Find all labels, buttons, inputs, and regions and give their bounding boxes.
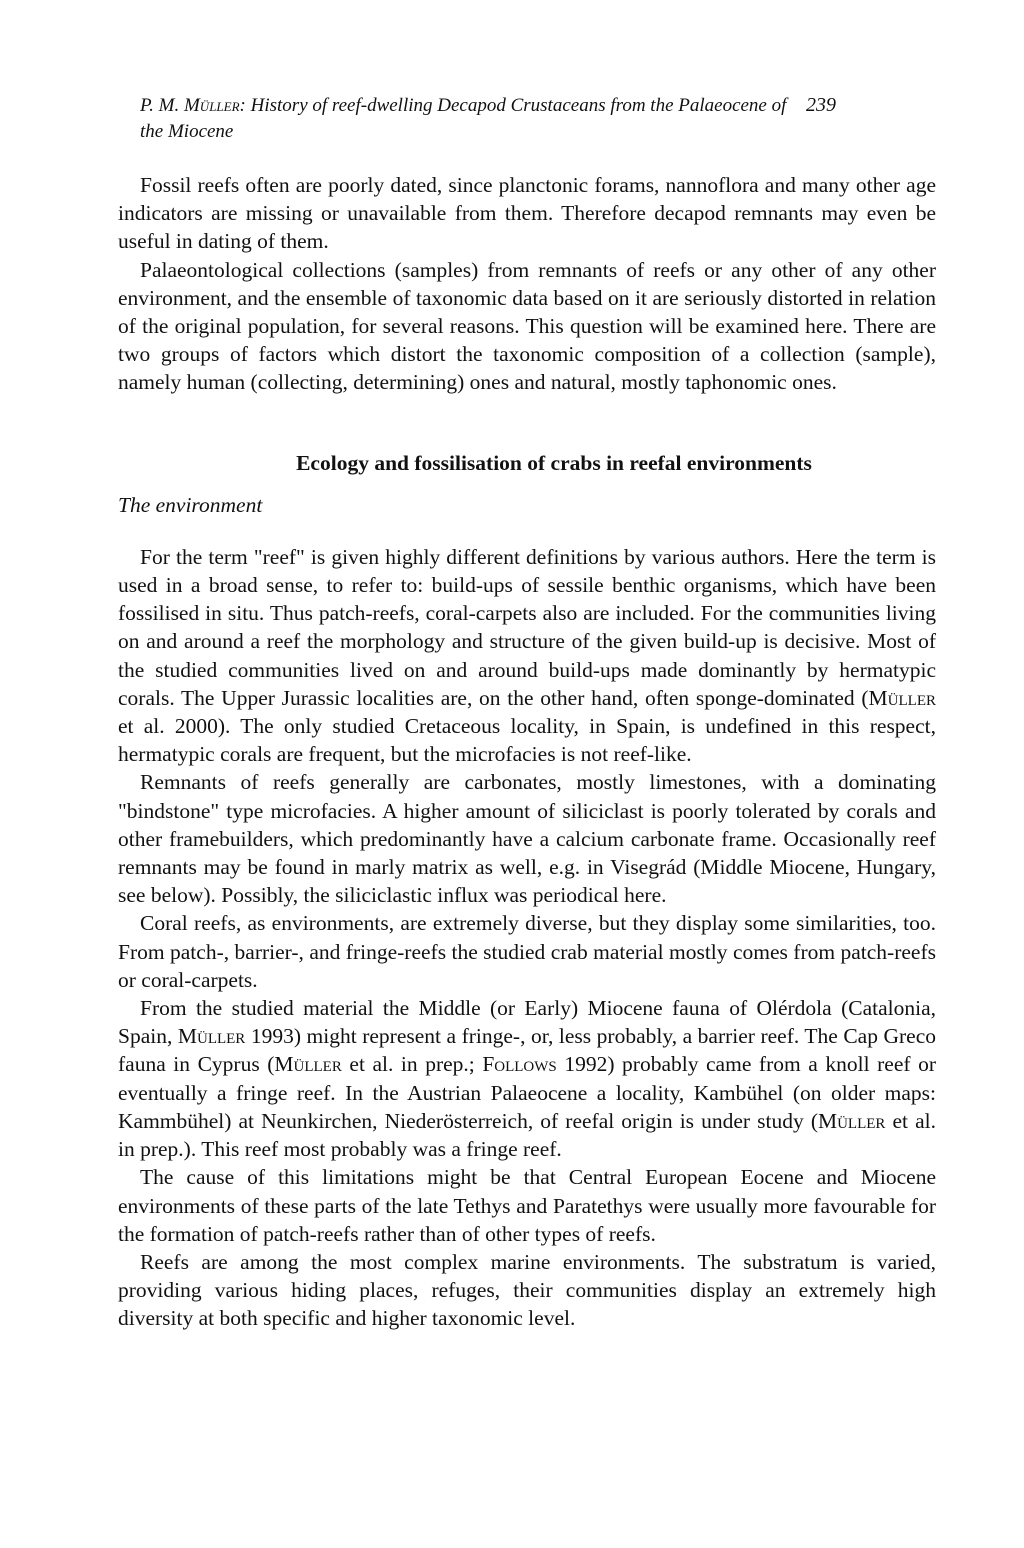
running-head: [140, 92, 836, 145]
citation-author: Müller: [177, 1024, 246, 1049]
running-head-title: History of reef-dwelling Decapod Crustaceans from the Palaeocene of the Miocene: [140, 95, 787, 142]
running-head-text: [140, 93, 806, 145]
body-paragraph-2: Remnants of reefs generally are carbonates, mostly limestones, with a dominating "bindstone" type microfacies. A higher amount of siliciclast is poorly tolerated by corals and other framebuilders, which predominantly have a calcium carbonate frame. Occasionally reef remnants may be found in marly matrix as well, e.g. in Visegrád (Middle Miocene, Hungary, see below). Possibly, the siliciclastic influx was periodical here.: [118, 770, 936, 908]
citation-author: Müller: [868, 685, 936, 710]
page-number: 239: [806, 94, 836, 116]
intro-paragraph-2: Palaeontological collections (samples) from remnants of reefs or any other of any other environment, and the ensemble of taxonomic data based on it are seriously distorted in relation of the original population, for several reasons. This question will be examined here. There are two groups of factors which distort the taxonomic composition of a collection (sample), namely human (collecting, determining) ones and natural, mostly taphonomic ones.: [118, 257, 936, 395]
text-run: et al. in prep.). This reef most probably was a fringe reef.: [118, 1108, 936, 1162]
text-run: From the studied material the Middle (or Early) Miocene fauna of Olérdola (Catalonia, Spain,: [118, 996, 936, 1049]
intro-paragraph-1: Fossil reefs often are poorly dated, since planctonic forams, nannoflora and many other age indicators are missing or unavailable from them. Therefore decapod remnants may even be useful in dating of them.: [118, 173, 936, 254]
running-head-author: P. M. Müller:: [140, 95, 246, 116]
body-paragraph-5: The cause of this limitations might be that Central European Eocene and Miocene environments of these parts of the late Tethys and Paratethys were usually more favourable for the formation of patch-reefs rather than of other types of reefs.: [118, 1165, 936, 1246]
text-run: et al. 2000). The only studied Cretaceous locality, in Spain, is undefined in this respect, hermatypic corals are frequent, but the microfacies is not reef-like.: [118, 714, 936, 767]
subsection-title: The environment: [118, 492, 263, 517]
body-block: [118, 543, 936, 1333]
body-paragraph-3: Coral reefs, as environments, are extremely diverse, but they display some similarities, too. From patch-, barrier-, and fringe-reefs the studied crab material mostly comes from patch-reefs or coral-carpets.: [118, 911, 936, 992]
text-run: For the term "reef" is given highly different definitions by various authors. Here the term is used in a broad sense, to refer to: build-ups of sessile benthic organisms, which have been fossilised in situ. Thus patch-reefs, coral-carpets also are included. For the communities living on and around a reef the morphology and structure of the given build-up is decisive. Most of the studied communities lived on and around build-ups made dominantly by hermatypic corals. The Upper Jurassic localities are, on the other hand, often sponge-dominated (: [118, 544, 936, 710]
body-paragraph-1: [118, 543, 936, 769]
section-title: Ecology and fossilisation of crabs in reefal environments: [296, 450, 812, 475]
text-run: et al. in prep.;: [341, 1052, 483, 1077]
body-paragraph-6: Reefs are among the most complex marine environments. The substratum is varied, providing various hiding places, refuges, their communities display an extremely high diversity at both specific and higher taxonomic level.: [118, 1249, 936, 1331]
page: [118, 92, 936, 1333]
intro-block: [118, 171, 936, 397]
body-paragraph-4: [118, 994, 936, 1163]
text-run: 1993) might represent a fringe-, or, less probably, a barrier reef. The Cap Greco fauna in Cyprus (: [118, 1024, 936, 1077]
citation-author: Müller: [274, 1052, 342, 1077]
citation-author: Müller: [817, 1108, 886, 1133]
citation-author: Follows: [482, 1052, 557, 1077]
text-run: 1992) probably came from a knoll reef or eventually a fringe reef. In the Austrian Palaeocene a locality, Kambühel (on older maps: Kammbühel) at Neunkirchen, Niederösterreich, of reefal origin is under study (: [118, 1052, 936, 1133]
